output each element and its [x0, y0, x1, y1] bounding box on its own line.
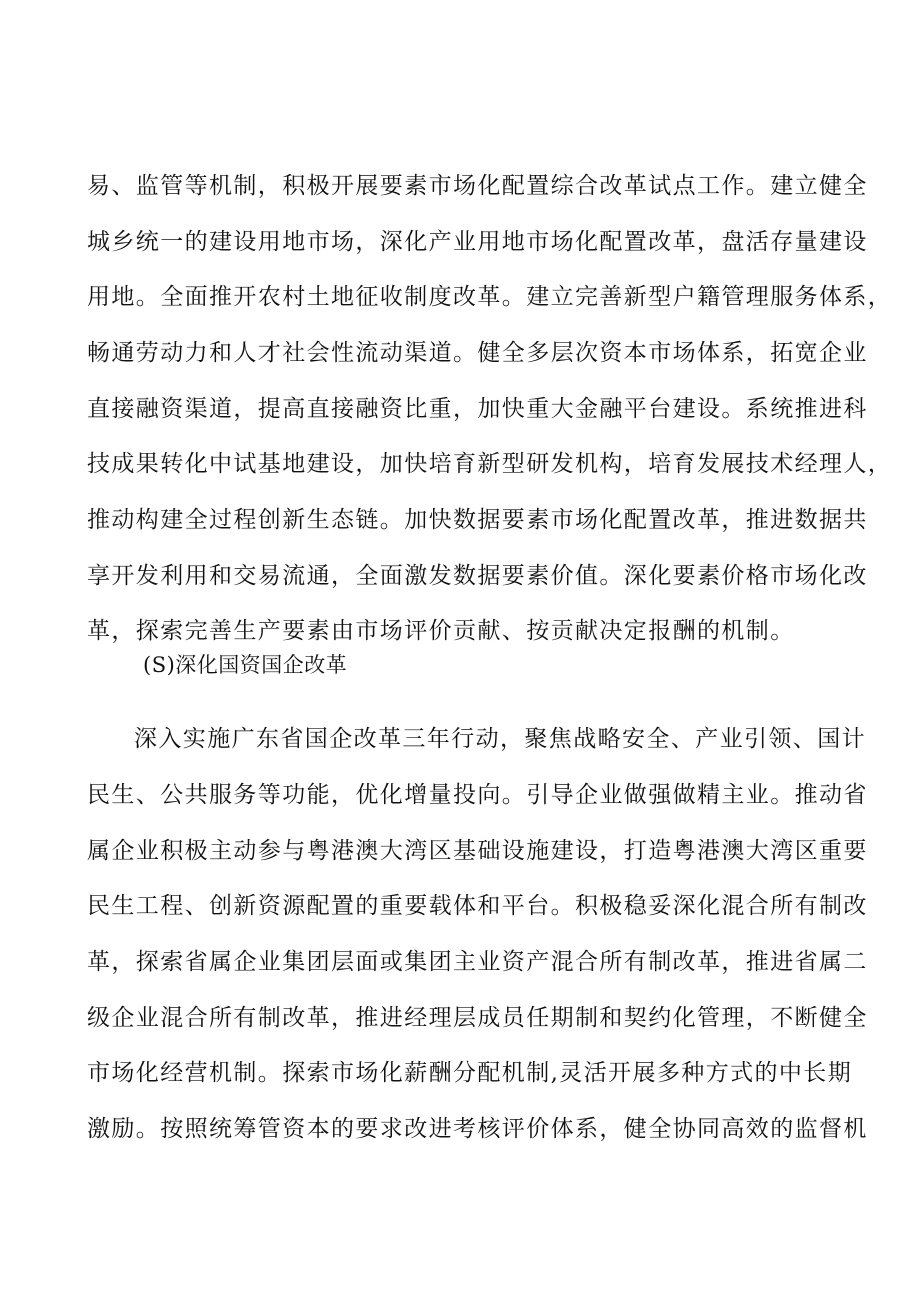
paragraph-1-line-8: 享开发利用和交易流通，全面激发数据要素价值。深化要素价格市场化改: [87, 563, 868, 589]
paragraph-2-line-6: 级企业混合所有制改革，推进经理层成员任期制和契约化管理，不断健全: [87, 1005, 868, 1031]
paragraph-1-line-7: 推动构建全过程创新生态链。加快数据要素市场化配置改革，推进数据共: [87, 507, 868, 533]
paragraph-2-line-8: 激励。按照统筹管资本的要求改进考核评价体系，健全协同高效的监督机: [87, 1116, 868, 1142]
paragraph-1-line-9: 革，探索完善生产要素由市场评价贡献、按贡献决定报酬的机制。: [87, 618, 795, 644]
paragraph-1-line-3: 用地。全面推开农村土地征收制度改革。建立完善新型户籍管理服务体系，: [87, 284, 893, 310]
paragraph-1-line-4: 畅通劳动力和人才社会性流动渠道。健全多层次资本市场体系，拓宽企业: [87, 340, 868, 366]
paragraph-2-line-7: 市场化经营机制。探索市场化薪酬分配机制,灵活开展多种方式的中长期: [87, 1060, 853, 1086]
paragraph-2-line-1: 深入实施广东省国企改革三年行动，聚焦战略安全、产业引领、国计: [134, 726, 866, 752]
paragraph-1-line-2: 城乡统一的建设用地市场，深化产业用地市场化配置改革，盘活存量建设: [87, 229, 868, 255]
paragraph-2-line-5: 革，探索省属企业集团层面或集团主业资产混合所有制改革，推进省属二: [87, 949, 868, 975]
paragraph-1-line-5: 直接融资渠道，提高直接融资比重，加快重大金融平台建设。系统推进科: [87, 396, 868, 422]
paragraph-2-line-3: 属企业积极主动参与粤港澳大湾区基础设施建设，打造粤港澳大湾区重要: [87, 838, 868, 864]
paragraph-1-line-1: 易、监管等机制，积极开展要素市场化配置综合改革试点工作。建立健全: [87, 173, 868, 199]
paragraph-2-line-2: 民生、公共服务等功能，优化增量投向。引导企业做强做精主业。推动省: [87, 782, 868, 808]
section-heading: (S)深化国资国企改革: [143, 653, 348, 677]
paragraph-2-line-4: 民生工程、创新资源配置的重要载体和平台。积极稳妥深化混合所有制改: [87, 893, 868, 919]
paragraph-1-line-6: 技成果转化中试基地建设，加快培育新型研发机构，培育发展技术经理人，: [87, 451, 893, 477]
